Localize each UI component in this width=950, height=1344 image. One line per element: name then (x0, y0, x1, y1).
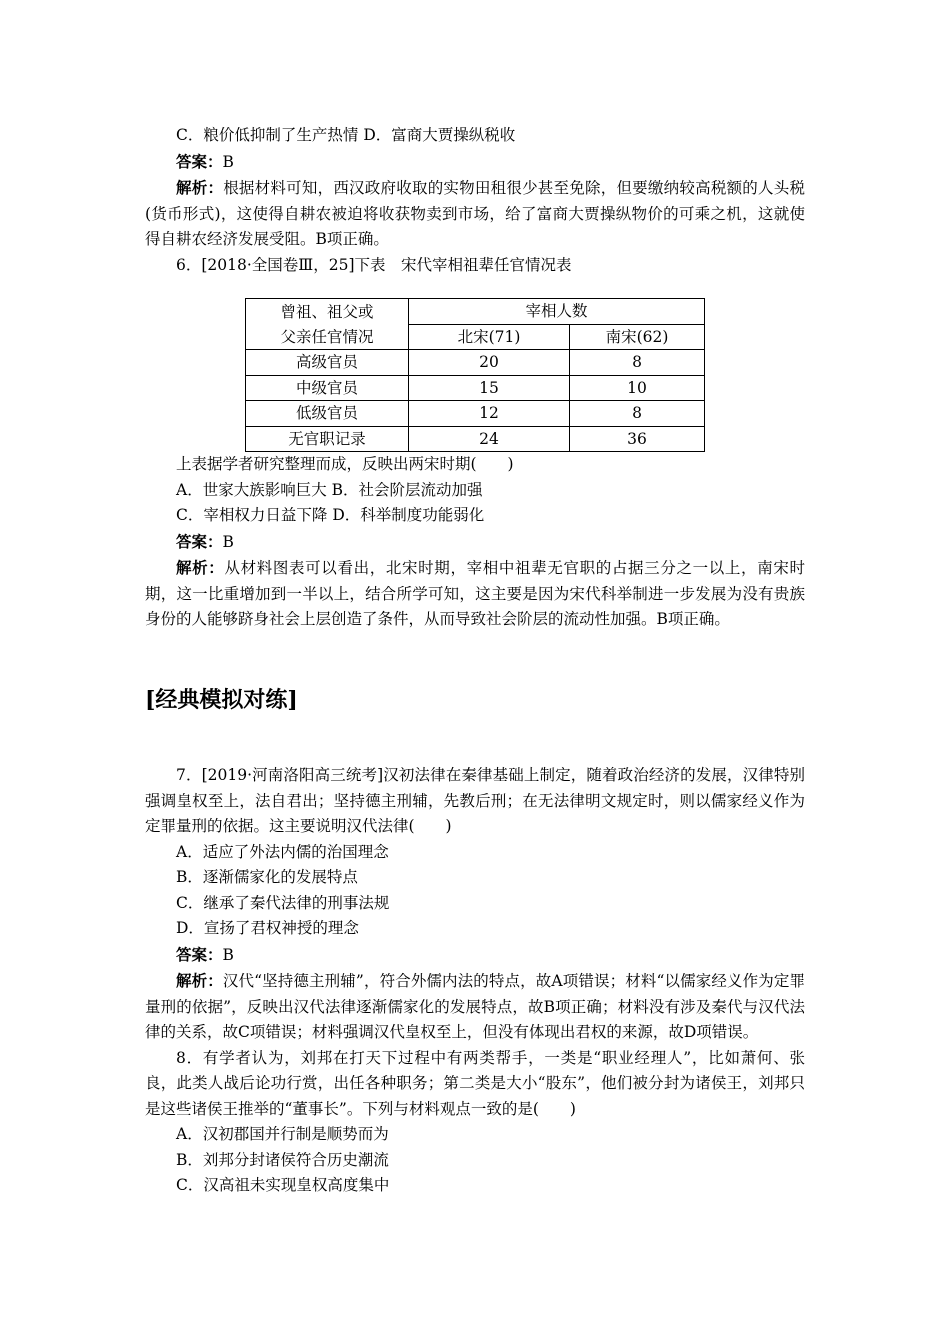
row-south: 36 (570, 426, 705, 452)
q5-answer (145, 149, 805, 176)
table-row (246, 426, 705, 452)
row-north: 24 (409, 426, 570, 452)
analysis-label: 解析： (176, 558, 225, 577)
q5-option-c: C．粮价低抑制了生产热情 (176, 126, 359, 144)
section-heading: [经典模拟对练] (145, 687, 298, 713)
table-header-north: 北宋(71) (409, 324, 570, 350)
row-north: 20 (409, 350, 570, 376)
answer-label: 答案： (176, 531, 223, 551)
table-header-left-2: 父亲任官情况 (246, 324, 409, 350)
q7 (145, 763, 805, 1199)
q6-options-cd (145, 503, 805, 529)
q6-stem: 6．[2018·全国卷Ⅲ，25]下表 宋代宰相祖辈任官情况表 (176, 255, 572, 274)
q5-analysis (145, 175, 805, 253)
q5-option-d: D．富商大贾操纵税收 (363, 126, 516, 144)
q7-option-c: C．继承了秦代法律的刑事法规 (176, 893, 390, 912)
q6-option-b: B．社会阶层流动加强 (331, 480, 483, 499)
table-row (246, 375, 705, 401)
q7-answer (145, 942, 805, 969)
q6-option-d: D．科举制度功能弱化 (332, 506, 485, 524)
q5-options-cd (145, 123, 805, 149)
q8-stem: 8．有学者认为，刘邦在打天下过程中有两类帮手，一类是“职业经理人”，比如萧何、张良，此类人战后论功行赏，出任各种职务；第二类是大小“股东”，他们被分封为诸侯王，刘邦只是这些诸侯王推举的“董事长”。下列与材料观点一致的是( ) (145, 1048, 805, 1118)
answer-value: B (222, 532, 234, 551)
analysis-text: 根据材料可知，西汉政府收取的实物田租很少甚至免除，但要缴纳较高税额的人头税(货币形式)，这使得自耕农被迫将收获物卖到市场，给了富商大贾操纵物价的可乘之机，这就使得自耕农经济发展受阻。B项正确。 (145, 179, 805, 248)
row-label: 无官职记录 (246, 426, 409, 452)
q6-options-ab (145, 478, 805, 504)
q6-analysis (145, 555, 805, 633)
row-label: 中级官员 (246, 375, 409, 401)
row-label: 高级官员 (246, 350, 409, 376)
q8-option-b: B．刘邦分封诸侯符合历史潮流 (176, 1150, 389, 1169)
table-row (246, 350, 705, 376)
q6-answer (145, 529, 805, 556)
table-header-south: 南宋(62) (570, 324, 705, 350)
q7-stem: 7．[2019·河南洛阳高三统考]汉初法律在秦律基础上制定，随着政治经济的发展，汉律特别强调皇权至上，法自君出；坚持德主刑辅，先教后刑；在无法律明文规定时，则以儒家经义作为定罪量刑的依据。这主要说明汉代法律( ) (145, 766, 805, 835)
q8-option-a: A．汉初郡国并行制是顺势而为 (176, 1125, 389, 1143)
q7-option-b: B．逐渐儒家化的发展特点 (176, 868, 358, 886)
analysis-text: 从材料图表可以看出，北宋时期，宰相中祖辈无官职的占据三分之一以上，南宋时期，这一比重增加到一半以上，结合所学可知，这主要是因为宋代科举制进一步发展为没有贵族身份的人能够跻身社会上层创造了条件，从而导致社会阶层的流动性加强。B项正确。 (145, 559, 805, 628)
q7-option-a: A．适应了外法内儒的治国理念 (176, 842, 389, 861)
q7-analysis (145, 968, 805, 1046)
q5-tail (145, 123, 805, 278)
q7-option-d: D．宣扬了君权神授的理念 (176, 919, 359, 937)
table-header-left-1: 曾祖、祖父或 (246, 299, 409, 325)
table-row (246, 401, 705, 427)
answer-label: 答案： (176, 151, 223, 171)
song-chancellor-table (245, 298, 705, 452)
q6-body (145, 452, 805, 633)
analysis-label: 解析： (176, 178, 224, 197)
row-north: 15 (409, 375, 570, 401)
analysis-label: 解析： (176, 971, 223, 990)
answer-label: 答案： (176, 944, 223, 964)
row-north: 12 (409, 401, 570, 427)
row-south: 8 (570, 350, 705, 376)
row-south: 10 (570, 375, 705, 401)
row-label: 低级官员 (246, 401, 409, 427)
answer-value: B (222, 945, 234, 964)
q6-option-a: A．世家大族影响巨大 (176, 480, 327, 499)
q8-option-c: C．汉高祖未实现皇权高度集中 (176, 1176, 390, 1194)
q6-question: 上表据学者研究整理而成，反映出两宋时期( ) (176, 455, 514, 473)
q6-option-c: C．宰相权力日益下降 (176, 506, 328, 524)
row-south: 8 (570, 401, 705, 427)
table-header-group: 宰相人数 (409, 299, 705, 325)
answer-value: B (222, 152, 234, 171)
analysis-text: 汉代“坚持德主刑辅”，符合外儒内法的特点，故A项错误；材料“以儒家经义作为定罪量刑的依据”，反映出汉代法律逐渐儒家化的发展特点，故B项正确；材料没有涉及秦代与汉代法律的关系，故C项错误；材料强调汉代皇权至上，但没有体现出君权的来源，故D项错误。 (145, 972, 805, 1041)
